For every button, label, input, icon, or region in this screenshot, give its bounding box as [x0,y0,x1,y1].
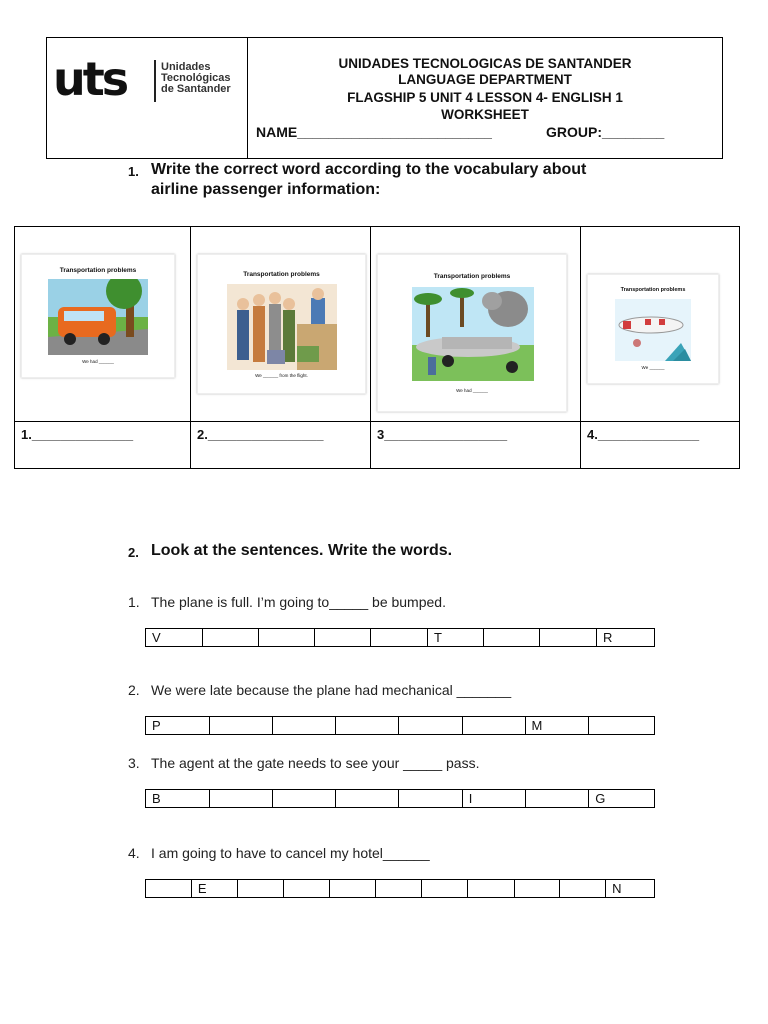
item-2-sentence: We were late because the plane had mechanical _______ [151,682,512,698]
picture-card-3 [377,254,567,412]
picture-3-title: Transportation problems [433,273,511,280]
letter-box[interactable] [330,880,376,897]
question-1-title-line-1: Write the correct word according to the vocabulary about [151,161,587,178]
letter-box[interactable] [540,629,597,646]
answer-blank-4[interactable]: 4.______________ [587,427,700,442]
logo-sub-line-2: Tecnológicas [161,72,231,84]
logo-divider [154,60,156,102]
flat-tire-illustration [48,279,148,355]
letter-box[interactable]: T [428,629,484,646]
logo-sub-line-3: de Santander [161,83,231,95]
delayed-flight-illustration [615,299,691,361]
letter-box[interactable] [238,880,285,897]
picture-2-caption: We ______ from the flight. [255,373,308,378]
letter-box[interactable] [273,790,337,807]
course-lesson: FLAGSHIP 5 UNIT 4 LESSON 4- ENGLISH 1 [347,90,623,105]
letter-box[interactable]: I [463,790,526,807]
letter-box[interactable] [422,880,468,897]
word-boxes-1 [145,628,655,647]
letter-box[interactable] [203,629,259,646]
picture-card-1 [21,254,175,378]
item-2-number: 2. [128,682,140,698]
letter-box[interactable]: M [526,717,590,734]
letter-box[interactable] [515,880,561,897]
picture-1-caption: We had ______ [82,359,114,364]
picture-table [14,226,740,469]
picture-4-title: Transportation problems [620,287,686,293]
letter-box[interactable]: V [146,629,203,646]
letter-box[interactable] [284,880,330,897]
letter-box[interactable] [463,717,526,734]
letter-box[interactable] [210,790,273,807]
answer-blank-2[interactable]: 2.________________ [197,427,324,442]
worksheet-label: WORKSHEET [441,107,529,122]
uts-logo [47,38,248,158]
letter-box[interactable] [526,790,590,807]
letter-box[interactable] [560,880,606,897]
letter-box[interactable] [259,629,315,646]
picture-card-2 [197,254,366,394]
mechanical-problem-illustration [412,287,534,381]
letter-box[interactable]: R [603,630,613,645]
letter-box[interactable] [399,790,463,807]
letter-box[interactable] [210,717,273,734]
group-field[interactable]: GROUP:________ [546,124,665,140]
letter-box[interactable] [376,880,422,897]
item-3-sentence: The agent at the gate needs to see your _____ pass. [151,755,480,771]
letter-box[interactable] [399,717,463,734]
letter-box[interactable] [589,717,654,734]
name-field[interactable]: NAME_________________________ [256,124,492,140]
letter-box[interactable] [336,790,399,807]
letter-box[interactable]: E [192,880,238,897]
letter-box[interactable] [484,629,540,646]
letter-box[interactable] [468,880,515,897]
letter-box[interactable]: B [146,790,210,807]
picture-row-divider [15,421,739,422]
logo-sub-line-1: Unidades [161,61,211,73]
worksheet-header [46,37,723,159]
letter-box[interactable] [371,629,428,646]
item-1-number: 1. [128,594,140,610]
question-1-number: 1. [128,164,139,179]
question-2-title: Look at the sentences. Write the words. [151,542,453,559]
logo-subtitle [161,62,231,95]
institution-name: UNIDADES TECNOLOGICAS DE SANTANDER [338,56,632,71]
word-boxes-2 [145,716,655,735]
item-3-number: 3. [128,755,140,771]
letter-box[interactable]: P [146,717,210,734]
item-4-sentence: I am going to have to cancel my hotel______ [151,845,430,861]
picture-card-4 [587,274,719,384]
question-1-title-line-2: airline passenger information: [151,181,381,198]
picture-4-caption: We ______ [641,365,665,370]
letter-box[interactable]: G [595,791,606,806]
letter-box[interactable] [273,717,337,734]
letter-box[interactable] [336,717,399,734]
picture-3-caption: We had ______ [456,388,488,393]
letter-box[interactable] [315,629,371,646]
letter-box[interactable] [146,880,192,897]
letter-box[interactable]: N [612,881,622,896]
picture-1-title: Transportation problems [59,267,137,274]
word-boxes-4 [145,879,655,898]
item-1-sentence: The plane is full. I’m going to_____ be bumped. [151,594,446,610]
word-boxes-3 [145,789,655,808]
department-name: LANGUAGE DEPARTMENT [398,72,572,87]
answer-blank-1[interactable]: 1.______________ [21,427,134,442]
header-title-block [248,38,722,158]
question-2-number: 2. [128,545,139,560]
picture-2-title: Transportation problems [243,271,320,278]
logo-acronym: uts [53,52,127,106]
answer-blank-3[interactable]: 3_________________ [377,427,508,442]
bumped-passengers-illustration [227,284,337,370]
item-4-number: 4. [128,845,140,861]
